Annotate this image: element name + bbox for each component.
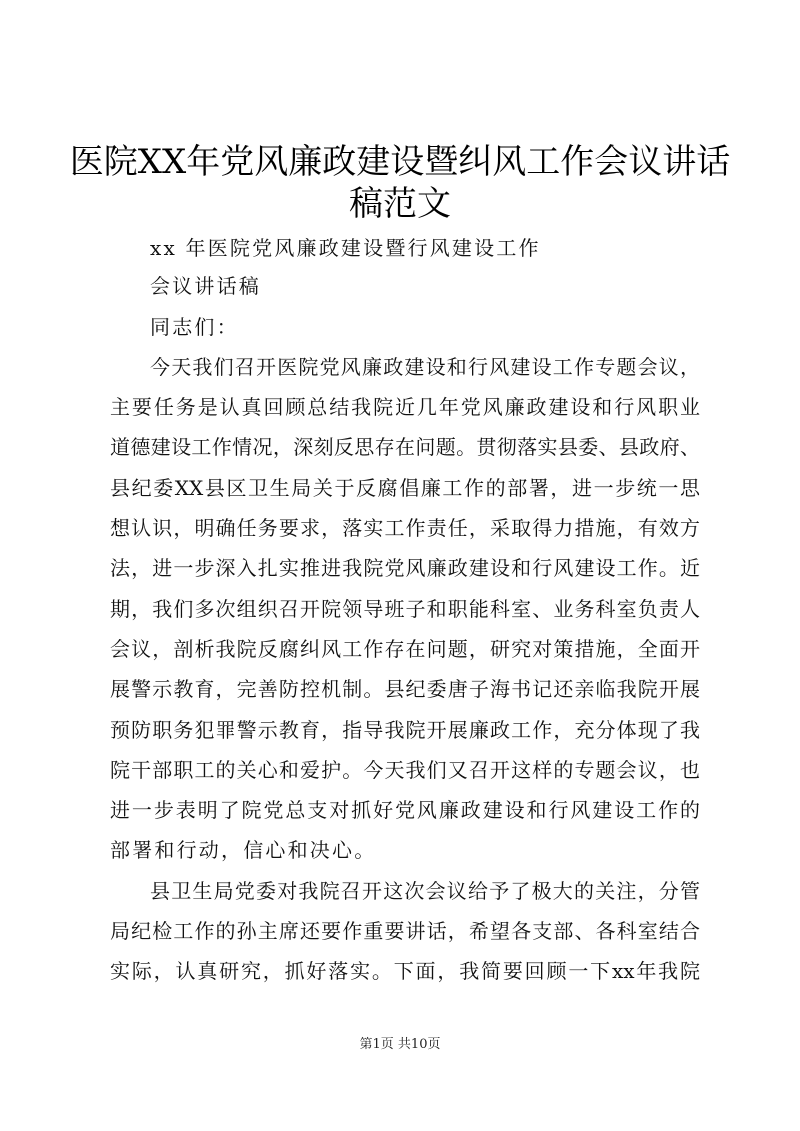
body-line: 局纪检工作的孙主席还要作重要讲话，希望各支部、各科室结合 [110, 919, 700, 943]
body-line: 今天我们召开医院党风廉政建设和行风建设工作专题会议， [150, 355, 700, 379]
body-line: 部署和行动，信心和决心。 [110, 838, 377, 862]
document-title-line-1: 医院XX年党风廉政建设暨纠风工作会议讲话 [69, 142, 731, 182]
body-line: 预防职务犯罪警示教育，指导我院开展廉政工作，充分体现了我 [110, 718, 700, 742]
body-line: 主要任务是认真回顾总结我院近几年党风廉政建设和行风职业 [110, 395, 700, 419]
body-line: 县纪委XX县区卫生局关于反腐倡廉工作的部署，进一步统一思 [110, 476, 700, 500]
subtitle-line-1: xx 年医院党风廉政建设暨行风建设工作 [150, 236, 541, 260]
body-line: 院干部职工的关心和爱护。今天我们又召开这样的专题会议，也 [110, 758, 700, 782]
body-line: 道德建设工作情况，深刻反思存在问题。贯彻落实县委、县政府、 [110, 435, 700, 459]
body-line: 展警示教育，完善防控机制。县纪委唐子海书记还亲临我院开展 [110, 677, 700, 701]
body-line: 期，我们多次组织召开院领导班子和职能科室、业务科室负责人 [110, 597, 700, 621]
document-title-line-2: 稿范文 [349, 184, 451, 224]
salutation: 同志们： [150, 315, 239, 339]
body-line: 法，进一步深入扎实推进我院党风廉政建设和行风建设工作。近 [110, 556, 700, 580]
body-line: 进一步表明了院党总支对抓好党风廉政建设和行风建设工作的 [110, 798, 700, 822]
body-line: 实际，认真研究，抓好落实。下面，我简要回顾一下xx年我院 [110, 959, 700, 983]
subtitle-line-2: 会议讲话稿 [150, 274, 261, 298]
body-line: 会议，剖析我院反腐纠风工作存在问题，研究对策措施，全面开 [110, 637, 700, 661]
body-line: 县卫生局党委对我院召开这次会议给予了极大的关注，分管 [150, 879, 700, 903]
body-line: 想认识，明确任务要求，落实工作责任，采取得力措施，有效方 [110, 516, 700, 540]
page-footer: 第1页 共10页 [359, 1037, 441, 1052]
